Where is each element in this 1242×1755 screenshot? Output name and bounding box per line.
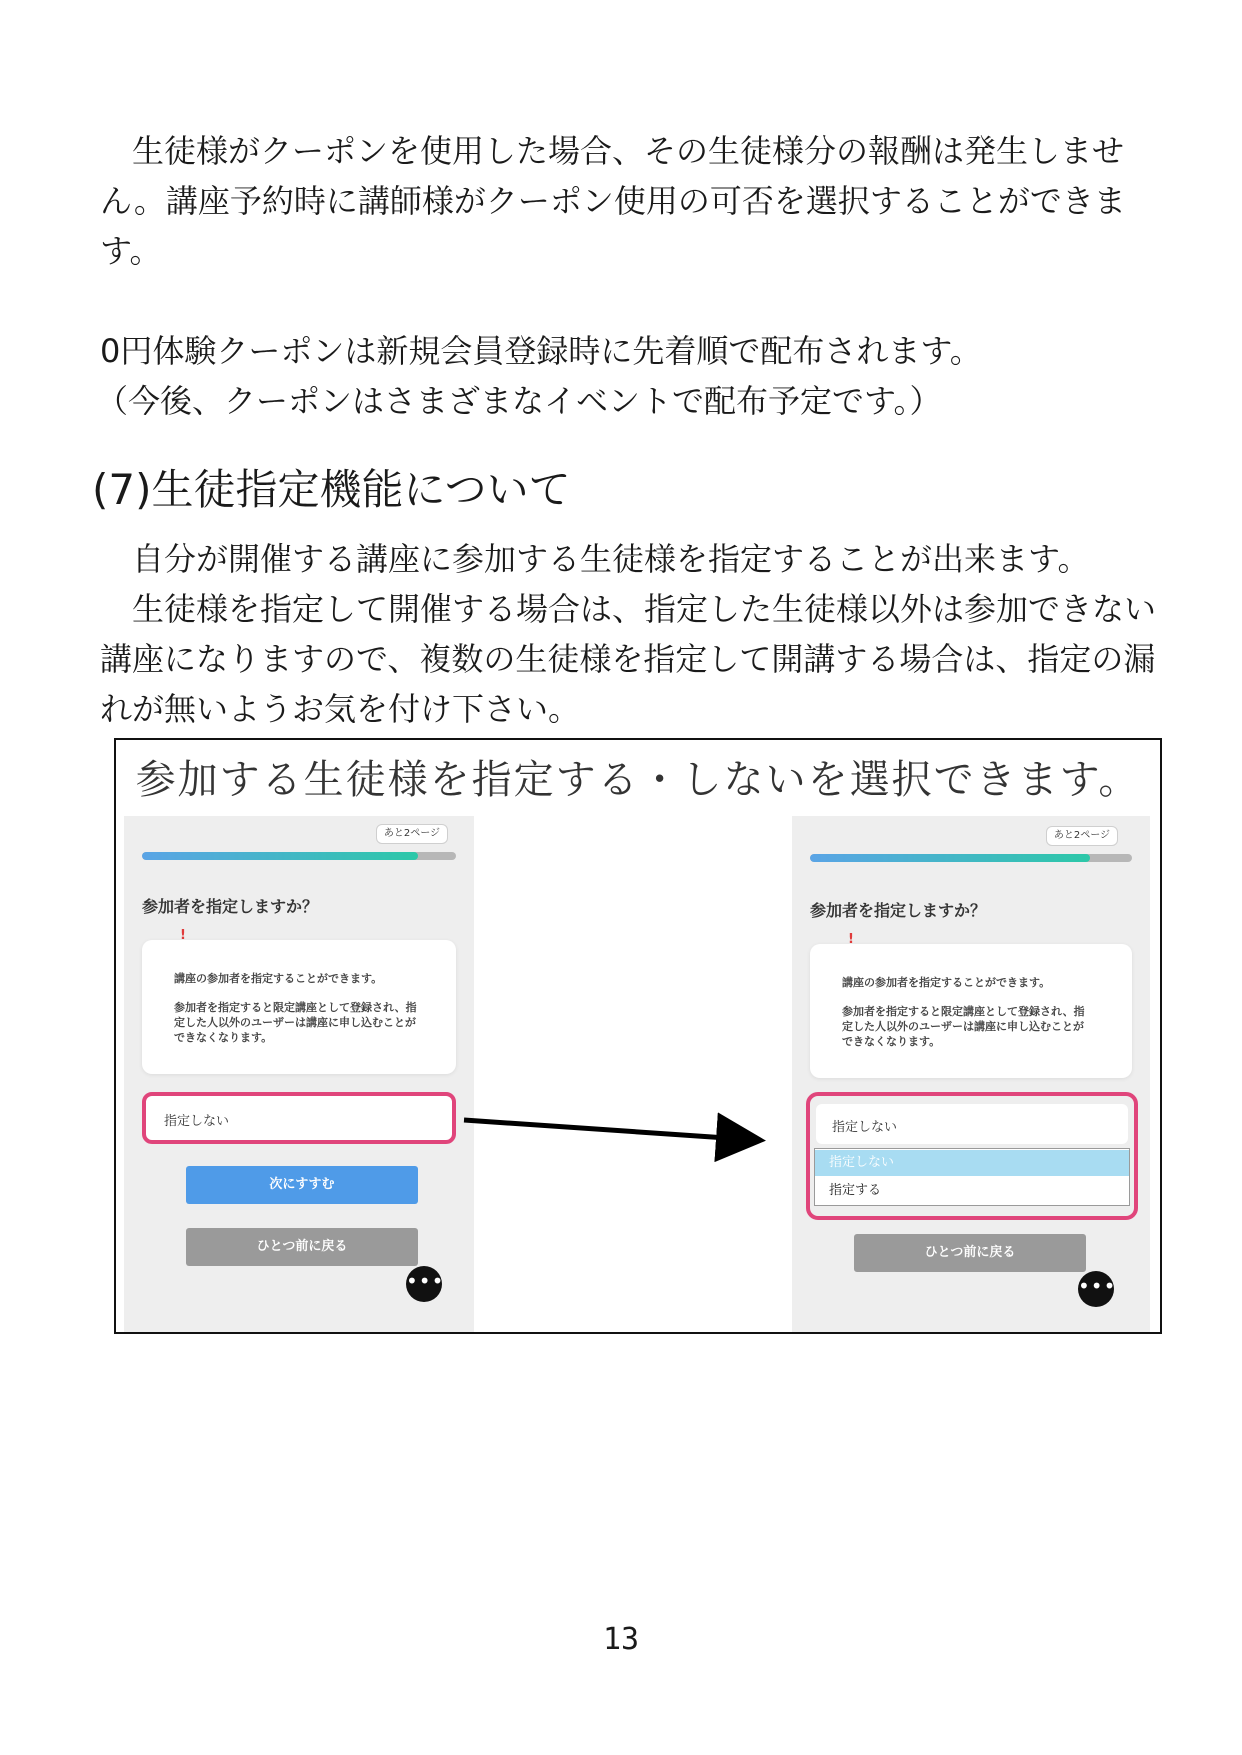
select-field[interactable]: [816, 1104, 1128, 1144]
info-line-2: 参加者を指定すると限定講座として登録され、指定した人以外のユーザーは講座に申し込むことができなくなります。: [842, 1005, 1085, 1048]
info-card: [810, 944, 1132, 1078]
page-number: 13: [602, 1622, 640, 1657]
info-line-1: 講座の参加者を指定することができます。: [174, 972, 383, 985]
more-menu-icon[interactable]: •••: [1078, 1271, 1114, 1307]
remaining-pages-badge: あと2ページ: [376, 824, 448, 844]
section-heading: (7)生徒指定機能について: [92, 465, 571, 514]
alert-icon: !: [180, 928, 186, 943]
option-designate[interactable]: 指定する: [829, 1183, 882, 1198]
info-line-2: 参加者を指定すると限定講座として登録され、指定した人以外のユーザーは講座に申し込むことができなくなります。: [174, 1001, 417, 1044]
option-not-designate[interactable]: 指定しない: [815, 1150, 1129, 1176]
alert-icon: !: [848, 932, 854, 947]
more-menu-icon[interactable]: •••: [406, 1266, 442, 1302]
dropdown-list: [814, 1148, 1130, 1206]
remaining-pages-badge: あと2ページ: [1046, 826, 1118, 846]
coupon-paragraph: 生徒様がクーポンを使用した場合、その生徒様分の報酬は発生しません。講座予約時に講師様がクーポン使用の可否を選択することができます。: [100, 132, 1126, 270]
back-button[interactable]: ひとつ前に戻る: [186, 1228, 418, 1266]
progress-bar-fill: [810, 854, 1090, 862]
designate-warning: 生徒様を指定して開催する場合は、指定した生徒様以外は参加できない講座になりますので、複数の生徒様を指定して開講する場合は、指定の漏れが無いようお気を付け下さい。: [100, 590, 1157, 728]
designate-select-open[interactable]: [806, 1092, 1138, 1220]
question-label: 参加者を指定しますか？: [810, 901, 987, 920]
coupon-distribution-text: 0円体験クーポンは新規会員登録時に先着順で配布されます。: [100, 332, 982, 370]
info-line-1: 講座の参加者を指定することができます。: [842, 976, 1051, 989]
designate-intro: 自分が開催する講座に参加する生徒様を指定することが出来ます。: [132, 540, 1090, 578]
select-value: 指定しない: [164, 1114, 230, 1129]
progress-bar: [810, 854, 1132, 862]
back-button[interactable]: ひとつ前に戻る: [854, 1234, 1086, 1272]
coupon-future-note: （今後、クーポンはさまざまなイベントで配布予定です。）: [96, 382, 942, 420]
select-value: 指定しない: [832, 1120, 898, 1135]
question-label: 参加者を指定しますか？: [142, 897, 319, 916]
arrow-icon: [464, 1120, 756, 1140]
figure-caption: 参加する生徒様を指定する・しないを選択できます。: [135, 757, 1141, 803]
phone-screen-after: [792, 816, 1150, 1334]
screenshot-figure: [114, 738, 1162, 1334]
next-button[interactable]: 次にすすむ: [186, 1166, 418, 1204]
